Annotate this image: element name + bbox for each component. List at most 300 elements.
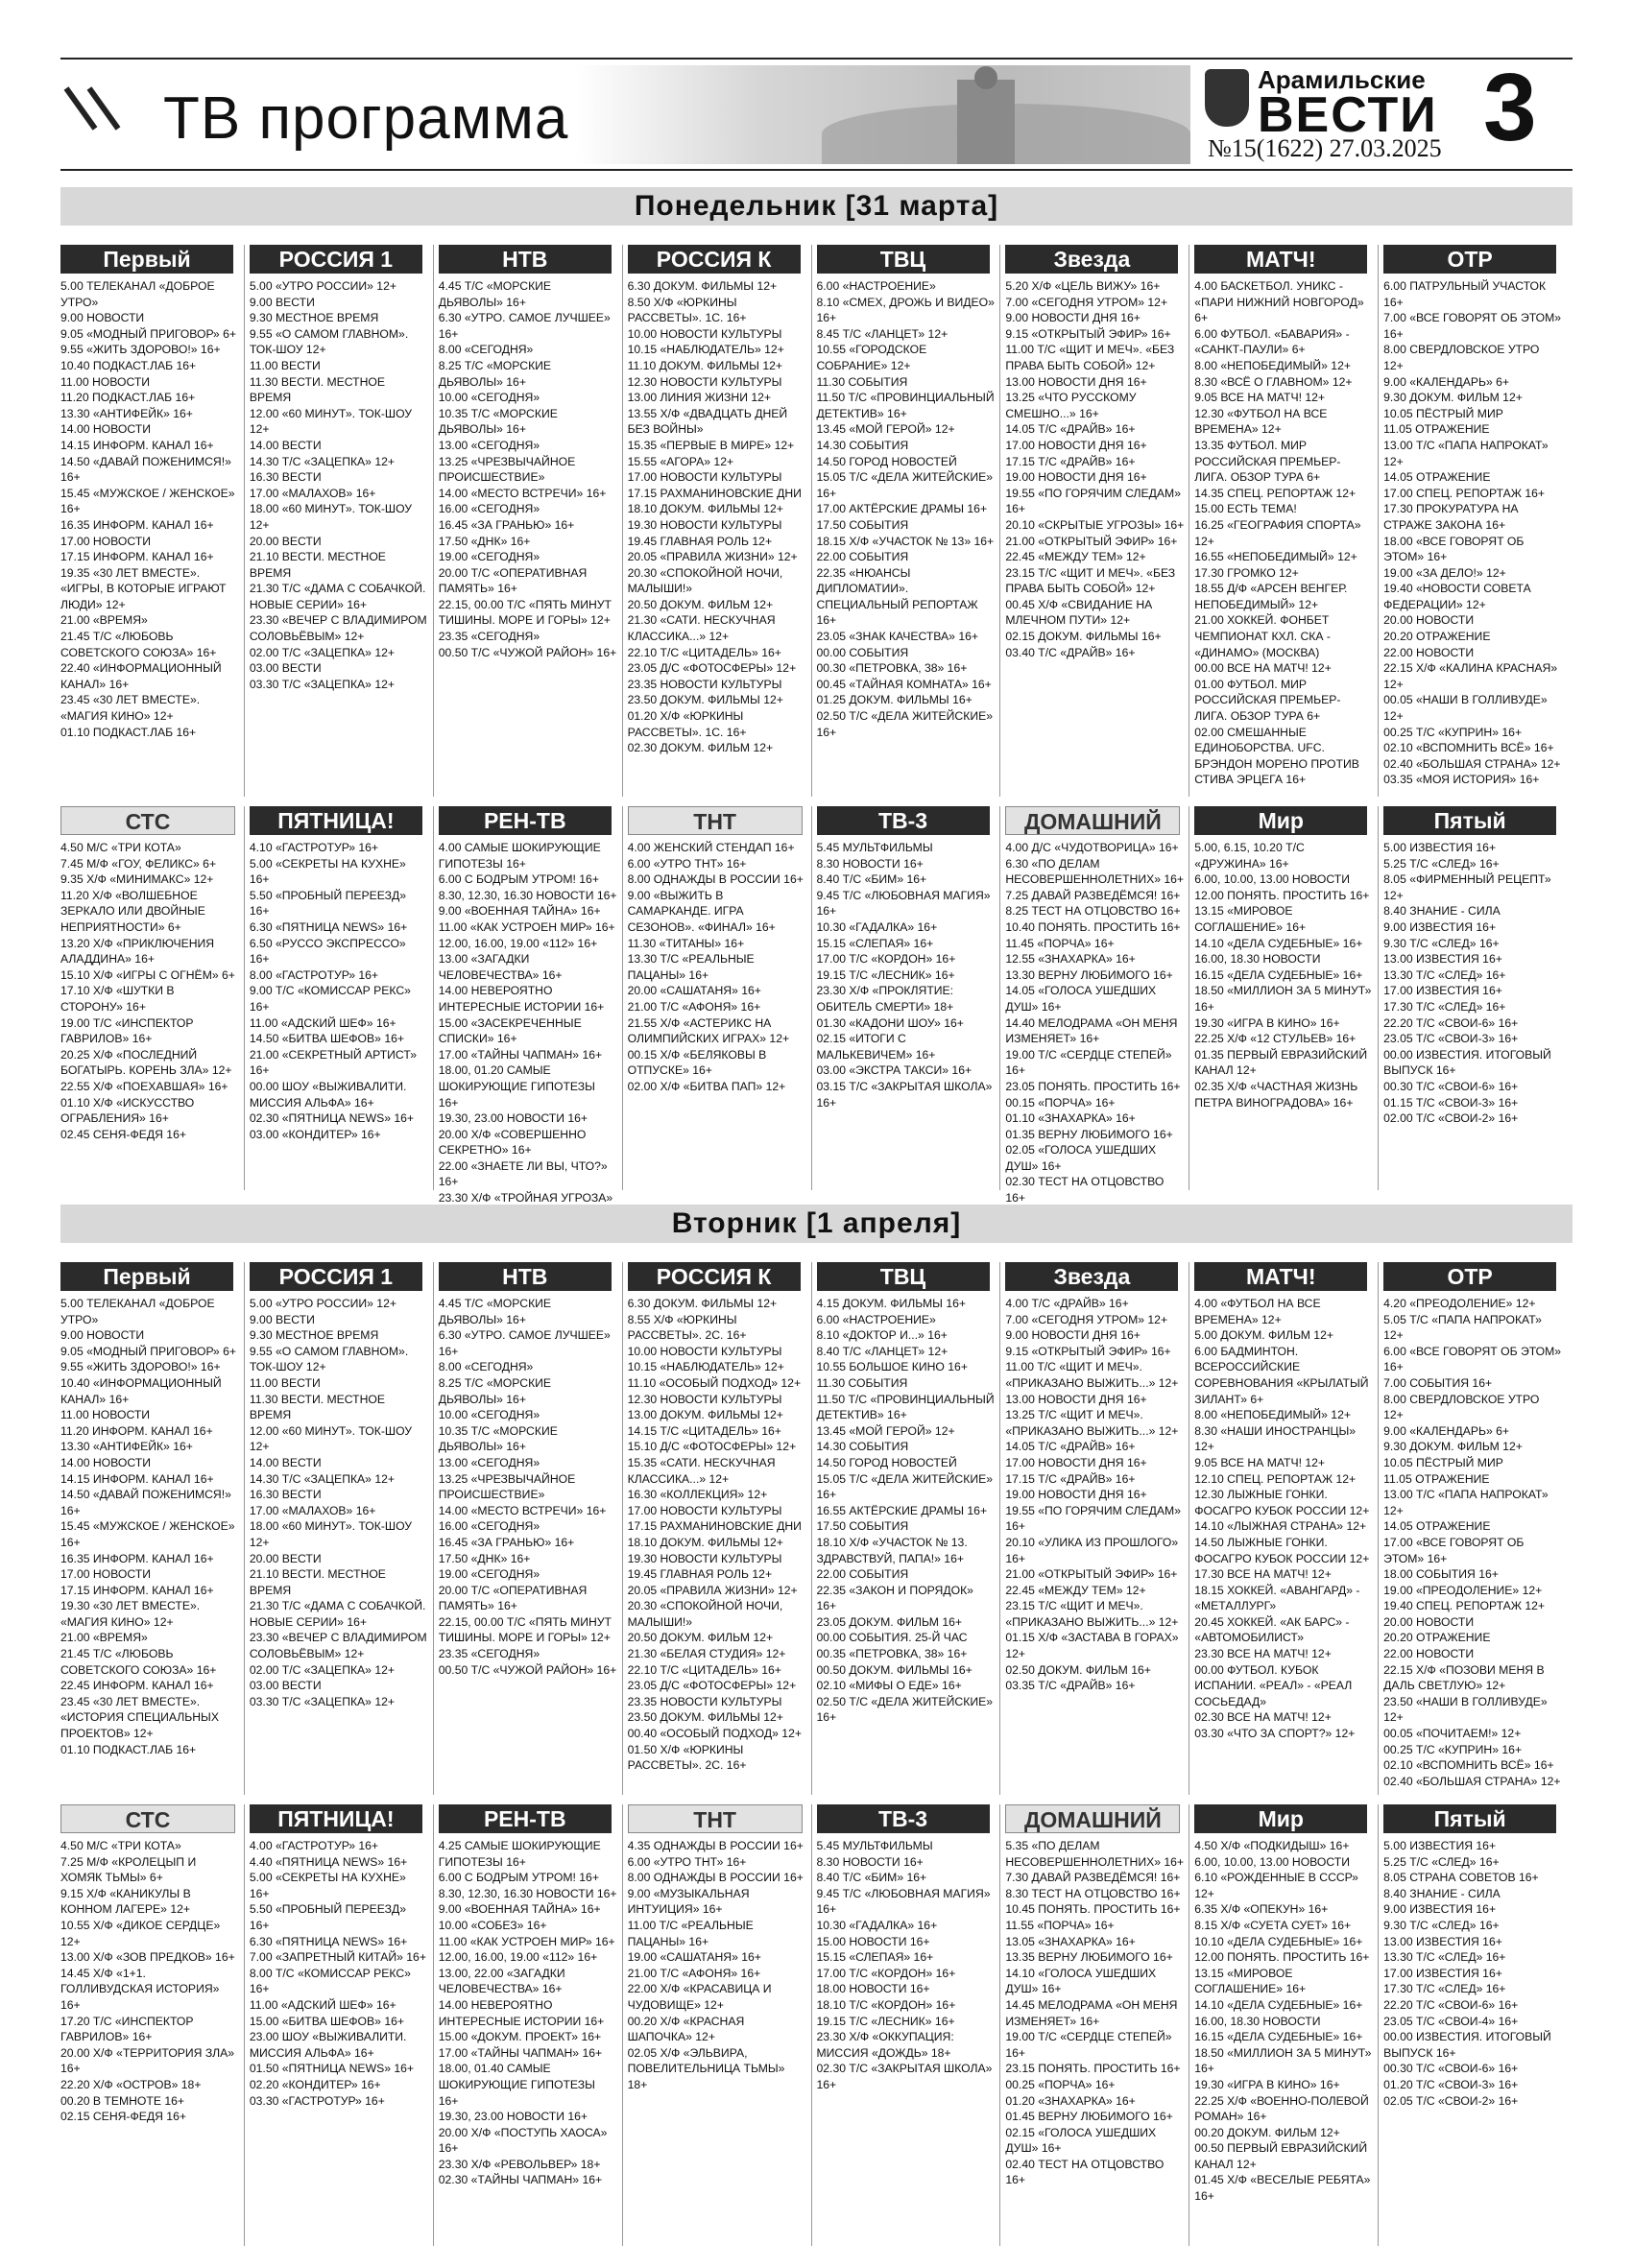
program-entry: 22.35 «НЮАНСЫ ДИПЛОМАТИИ». СПЕЦИАЛЬНЫЙ РЕПОРТАЖ 16+	[816, 565, 978, 628]
program-entry: 02.30 ТЕСТ НА ОТЦОВСТВО 16+	[1005, 1175, 1165, 1206]
program-entry: 16.15 «ДЕЛА СУДЕБНЫЕ» 16+	[1194, 2030, 1363, 2044]
program-entry: 23.30 Х/Ф «РЕВОЛЬВЕР» 18+	[438, 2157, 601, 2171]
program-entry: 03.00 ВЕСТИ	[249, 1679, 322, 1693]
program-entry: 12.30 «ФУТБОЛ НА ВСЕ ВРЕМЕНА» 12+	[1194, 406, 1328, 437]
program-entry: 23.30 ВСЕ НА МАТЧ! 12+	[1194, 1647, 1332, 1661]
column-divider	[433, 245, 434, 797]
channel-column	[1005, 806, 1185, 1206]
program-entry: 6.00 С БОДРЫМ УТРОМ! 16+	[438, 1871, 599, 1885]
program-entry: 5.50 «ПРОБНЫЙ ПЕРЕЕЗД» 16+	[249, 1902, 406, 1932]
program-entry: 21.00 «ВРЕМЯ»	[60, 613, 148, 628]
schedule-grid-monday-a	[60, 245, 1573, 797]
program-entry: 16.00, 18.30 НОВОСТИ	[1194, 952, 1321, 967]
day-header-tuesday: Вторник [1 апреля]	[60, 1205, 1573, 1243]
program-list	[1194, 840, 1373, 1110]
program-entry: 00.45 «ТАЙНАЯ КОМНАТА» 16+	[816, 677, 992, 691]
program-entry: 9.00 ИЗВЕСТИЯ 16+	[1383, 1902, 1497, 1917]
program-entry: 9.00 «КАЛЕНДАРЬ» 6+	[1383, 374, 1510, 389]
program-entry: 22.00 НОВОСТИ	[1383, 1647, 1475, 1661]
channel-column	[1194, 1262, 1373, 1795]
program-entry: 8.10 «СМЕХ, ДРОЖЬ И ВИДЕО» 16+	[816, 295, 995, 325]
program-list	[439, 840, 617, 1238]
program-entry: 14.10 «ЛЫЖНАЯ СТРАНА» 12+	[1194, 1519, 1367, 1534]
program-entry: 12.00 ПОНЯТЬ. ПРОСТИТЬ 16+	[1194, 888, 1370, 902]
channel-logo	[1383, 1804, 1556, 1833]
header-photo	[576, 65, 1190, 164]
program-entry: 8.40 Т/С «БИМ» 16+	[816, 872, 927, 887]
program-entry: 21.00 «ОТКРЫТЫЙ ЭФИР» 16+	[1005, 1567, 1178, 1582]
program-entry: 01.25 ДОКУМ. ФИЛЬМЫ 16+	[816, 693, 973, 707]
program-entry: 21.00 «СЕКРЕТНЫЙ АРТИСТ» 16+	[249, 1047, 418, 1078]
program-entry: 20.00 Т/С «ОПЕРАТИВНАЯ ПАМЯТЬ» 16+	[438, 1583, 588, 1613]
program-entry: 16.45 «ЗА ГРАНЬЮ» 16+	[438, 517, 575, 532]
program-entry: 14.50 «БИТВА ШЕФОВ» 16+	[249, 1032, 404, 1046]
program-entry: 02.30 «ПЯТНИЦА NEWS» 16+	[249, 1111, 415, 1126]
program-entry: 22.10 Т/С «ЦИТАДЕЛЬ» 16+	[627, 645, 781, 659]
program-entry: 23.05 Д/С «ФОТОСФЕРЫ» 12+	[627, 661, 797, 676]
program-entry: 11.00 ВЕСТИ	[249, 1375, 321, 1390]
channel-column	[1194, 1804, 1373, 2246]
column-divider	[433, 1804, 434, 2246]
program-entry: 10.55 «ГОРОДСКОЕ СОБРАНИЕ» 12+	[816, 343, 927, 372]
program-entry: 19.30 «ИГРА В КИНО» 16+	[1194, 1015, 1340, 1030]
program-entry: 13.45 «МОЙ ГЕРОЙ» 12+	[816, 1423, 955, 1438]
program-entry: 13.55 Х/Ф «ДВАДЦАТЬ ДНЕЙ БЕЗ ВОЙНЫ»	[627, 406, 788, 437]
program-entry: 20.05 «ПРАВИЛА ЖИЗНИ» 12+	[627, 1583, 798, 1597]
program-entry: 10.00 «СЕГОДНЯ»	[438, 391, 540, 405]
program-entry: 14.10 «ГОЛОСА УШЕДШИХ ДУШ» 16+	[1005, 1966, 1157, 1996]
column-divider	[622, 806, 623, 1190]
channel-logo	[250, 806, 422, 835]
program-entry: 18.15 Х/Ф «УЧАСТОК № 13» 16+	[816, 534, 995, 548]
slashes-icon	[62, 86, 124, 131]
program-entry: 13.25 Т/С «ЩИТ И МЕЧ». «ПРИКАЗАНО ВЫЖИТЬ...» 12+	[1005, 1408, 1179, 1438]
channel-column	[250, 806, 428, 1190]
column-divider	[244, 245, 245, 797]
program-list	[250, 840, 428, 1142]
program-entry: 17.50 СОБЫТИЯ	[816, 517, 909, 532]
program-entry: 9.35 Х/Ф «МИНИМАКС» 12+	[60, 872, 214, 887]
program-entry: 22.15 Х/Ф «КАЛИНА КРАСНАЯ» 12+	[1383, 661, 1558, 691]
program-entry: 20.30 «СПОКОЙНОЙ НОЧИ, МАЛЫШИ!»	[627, 565, 783, 596]
program-entry: 6.00 С БОДРЫМ УТРОМ! 16+	[438, 872, 599, 887]
program-entry: 19.00 «ЗА ДЕЛО!» 12+	[1383, 565, 1506, 580]
column-divider	[433, 1262, 434, 1795]
program-entry: 11.00 «АДСКИЙ ШЕФ» 16+	[249, 1997, 396, 2012]
program-entry: 14.10 «ДЕЛА СУДЕБНЫЕ» 16+	[1194, 936, 1363, 950]
program-entry: 23.15 Т/С «ЩИТ И МЕЧ». «БЕЗ ПРАВА БЫТЬ СОБОЙ» 12+	[1005, 565, 1176, 596]
program-entry: 14.05 Т/С «ДРАЙВ» 16+	[1005, 1440, 1136, 1454]
program-entry: 14.40 МЕЛОДРАМА «ОН МЕНЯ ИЗМЕНЯЕТ» 16+	[1005, 1015, 1178, 1046]
program-entry: 6.30 «ПО ДЕЛАМ НЕСОВЕРШЕННОЛЕТНИХ» 16+	[1005, 856, 1185, 887]
channel-column	[1383, 245, 1562, 797]
program-list	[439, 278, 617, 660]
program-entry: 4.00 «ФУТБОЛ НА ВСЕ ВРЕМЕНА» 12+	[1194, 1297, 1321, 1326]
program-entry: 02.40 «БОЛЬШАЯ СТРАНА» 12+	[1383, 756, 1561, 771]
program-entry: 20.00 «САШАТАНЯ» 16+	[627, 984, 761, 998]
program-entry: 8.50 Х/Ф «ЮРКИНЫ РАССВЕТЫ». 1С. 16+	[627, 295, 747, 325]
channel-column	[1383, 806, 1562, 1190]
program-entry: 18.00, 01.20 САМЫЕ ШОКИРУЮЩИЕ ГИПОТЕЗЫ 16+	[438, 1063, 595, 1110]
program-entry: 23.35 НОВОСТИ КУЛЬТУРЫ	[627, 677, 782, 691]
program-entry: 23.45 «30 ЛЕТ ВМЕСТЕ». «МАГИЯ КИНО» 12+	[60, 693, 201, 724]
program-entry: 19.00 «СЕГОДНЯ»	[438, 550, 540, 564]
program-entry: 17.00 НОВОСТИ КУЛЬТУРЫ	[627, 470, 782, 485]
program-entry: 23.35 «СЕГОДНЯ»	[438, 1647, 540, 1661]
channel-logo	[1383, 1262, 1556, 1291]
program-entry: 8.45 Т/С «ЛАНЦЕТ» 12+	[816, 326, 949, 341]
program-entry: 6.10 «РОЖДЕННЫЕ В СССР» 12+	[1194, 1871, 1358, 1900]
program-entry: 23.45 «30 ЛЕТ ВМЕСТЕ». «ИСТОРИЯ СПЕЦИАЛЬНЫХ ПРОЕКТОВ» 12+	[60, 1694, 219, 1741]
program-entry: 4.00 «ГАСТРОТУР» 16+	[249, 1839, 379, 1852]
program-entry: 22.45 «МЕЖДУ ТЕМ» 12+	[1005, 1583, 1146, 1597]
program-entry: 03.30 Т/С «ЗАЦЕПКА» 12+	[249, 1694, 396, 1708]
program-entry: 21.30 Т/С «ДАМА С СОБАЧКОЙ. НОВЫЕ СЕРИИ» 16+	[249, 1599, 426, 1629]
program-entry: 12.00, 16.00, 19.00 «112» 16+	[438, 936, 598, 950]
program-entry: 02.40 «БОЛЬШАЯ СТРАНА» 12+	[1383, 1774, 1561, 1788]
program-entry: 19.00 Т/С «СЕРДЦЕ СТЕПЕЙ» 16+	[1005, 2030, 1172, 2060]
program-entry: 17.10 Х/Ф «ШУТКИ В СТОРОНУ» 16+	[60, 984, 175, 1014]
program-entry: 9.30 ДОКУМ. ФИЛЬМ 12+	[1383, 1440, 1523, 1454]
program-entry: 11.30 ВЕСТИ. МЕСТНОЕ ВРЕМЯ	[249, 374, 386, 405]
channel-logo	[1383, 245, 1556, 274]
program-entry: 11.20 ПОДКАСТ.ЛАБ 16+	[60, 391, 196, 405]
program-entry: 21.10 ВЕСТИ. МЕСТНОЕ ВРЕМЯ	[249, 1567, 386, 1597]
program-entry: 00.30 Т/С «СВОИ-6» 16+	[1383, 1079, 1519, 1093]
program-entry: 9.00 ИЗВЕСТИЯ 16+	[1383, 919, 1497, 934]
program-entry: 19.00 Т/С «СЕРДЦЕ СТЕПЕЙ» 16+	[1005, 1047, 1172, 1078]
program-entry: 22.45 «МЕЖДУ ТЕМ» 12+	[1005, 550, 1146, 564]
program-entry: 00.05 «ПОЧИТАЕМ!» 12+	[1383, 1727, 1522, 1741]
channel-name: ТНТ	[693, 809, 736, 834]
program-entry: 16.00 «СЕГОДНЯ»	[438, 1519, 540, 1534]
program-entry: 17.00 ИЗВЕСТИЯ 16+	[1383, 1966, 1502, 1980]
program-entry: 13.00 НОВОСТИ ДНЯ 16+	[1005, 1392, 1147, 1406]
program-entry: 8.30 «НАШИ ИНОСТРАНЦЫ» 12+	[1194, 1423, 1357, 1454]
program-entry: 11.00 ВЕСТИ	[249, 358, 321, 372]
program-entry: 8.05 «ФИРМЕННЫЙ РЕЦЕПТ» 12+	[1383, 872, 1551, 902]
program-entry: 02.20 «КОНДИТЕР» 16+	[249, 2077, 381, 2091]
program-entry: 8.25 Т/С «МОРСКИЕ ДЬЯВОЛЫ» 16+	[438, 358, 552, 389]
program-list	[1194, 1296, 1373, 1742]
program-entry: 8.25 Т/С «МОРСКИЕ ДЬЯВОЛЫ» 16+	[438, 1375, 552, 1406]
program-entry: 16.25 «ГЕОГРАФИЯ СПОРТА» 12+	[1194, 517, 1361, 548]
channel-name: РЕН-ТВ	[483, 808, 566, 833]
program-entry: 13.05 «ЗНАХАРКА» 16+	[1005, 1934, 1136, 1948]
program-entry: 20.00 ВЕСТИ	[249, 1551, 322, 1565]
program-entry: 13.00 ИЗВЕСТИЯ 16+	[1383, 1934, 1502, 1948]
program-entry: 5.45 МУЛЬТФИЛЬМЫ	[816, 841, 933, 854]
program-entry: 19.15 Т/С «ЛЕСНИК» 16+	[816, 2014, 955, 2028]
program-entry: 20.50 ДОКУМ. ФИЛЬМ 12+	[627, 1631, 774, 1645]
channel-column	[60, 1804, 239, 2246]
program-entry: 10.30 «ГАДАЛКА» 16+	[816, 919, 938, 934]
program-entry: 13.30 «АНТИФЕЙК» 16+	[60, 406, 193, 420]
program-entry: 11.00 НОВОСТИ	[60, 374, 151, 389]
program-entry: 9.00 «КАЛЕНДАРЬ» 6+	[1383, 1423, 1510, 1438]
program-entry: 01.10 ПОДКАСТ.ЛАБ 16+	[60, 1742, 197, 1756]
program-entry: 00.00 ШОУ «ВЫЖИВАЛИТИ. МИССИЯ АЛЬФА» 16+	[249, 1079, 407, 1110]
program-entry: 5.20 Х/Ф «ЦЕЛЬ ВИЖУ» 16+	[1005, 279, 1161, 293]
program-entry: 9.00 «МУЗЫКАЛЬНАЯ ИНТУИЦИЯ» 16+	[627, 1886, 750, 1917]
program-entry: 03.30 Т/С «ЗАЦЕПКА» 12+	[249, 677, 396, 691]
channel-column	[60, 245, 239, 797]
channel-logo	[250, 245, 422, 274]
program-entry: 10.30 «ГАДАЛКА» 16+	[816, 1918, 938, 1932]
program-entry: 8.10 «ДОКТОР И...» 16+	[816, 1328, 948, 1343]
program-entry: 6.00 «НАСТРОЕНИЕ»	[816, 1312, 936, 1326]
program-entry: 11.05 ОТРАЖЕНИЕ	[1383, 422, 1490, 437]
program-entry: 13.00 Х/Ф «ЗОВ ПРЕДКОВ» 16+	[60, 1950, 235, 1965]
program-entry: 02.50 Т/С «ДЕЛА ЖИТЕЙСКИЕ» 16+	[816, 1694, 993, 1725]
program-entry: 02.00 Т/С «ЗАЦЕПКА» 12+	[249, 645, 396, 659]
program-entry: 19.55 «ПО ГОРЯЧИМ СЛЕДАМ» 16+	[1005, 1503, 1181, 1534]
program-entry: 9.45 Т/С «ЛЮБОВНАЯ МАГИЯ» 16+	[816, 1886, 991, 1917]
schedule-grid-tuesday-b	[60, 1804, 1573, 2246]
program-entry: 00.50 ПЕРВЫЙ ЕВРАЗИЙСКИЙ КАНАЛ 12+	[1194, 2141, 1368, 2171]
program-list	[1383, 278, 1562, 788]
program-entry: 16.45 «ЗА ГРАНЬЮ» 16+	[438, 1535, 575, 1549]
channel-logo	[439, 1262, 612, 1291]
program-entry: 15.55 «АГОРА» 12+	[627, 454, 734, 468]
channel-logo	[1005, 1262, 1178, 1291]
channel-column	[1005, 1262, 1184, 1795]
program-entry: 4.00 САМЫЕ ШОКИРУЮЩИЕ ГИПОТЕЗЫ 16+	[438, 841, 601, 871]
program-list	[1005, 1296, 1184, 1694]
program-entry: 7.00 «СЕГОДНЯ УТРОМ» 12+	[1005, 295, 1168, 309]
program-entry: 4.00 Д/С «ЧУДОТВОРИЦА» 16+	[1005, 841, 1179, 854]
program-entry: 9.00 НОВОСТИ	[60, 311, 145, 325]
channel-name: ДОМАШНИЙ	[1023, 809, 1162, 834]
program-entry: 23.30 Х/Ф «ПРОКЛЯТИЕ: ОБИТЕЛЬ СМЕРТИ» 18+	[816, 984, 954, 1014]
program-entry: 15.10 Д/С «ФОТОСФЕРЫ» 12+	[627, 1440, 797, 1454]
program-entry: 17.15 ИНФОРМ. КАНАЛ 16+	[60, 550, 214, 564]
program-entry: 7.00 СОБЫТИЯ 16+	[1383, 1375, 1493, 1390]
program-entry: 21.45 Т/С «ЛЮБОВЬ СОВЕТСКОГО СОЮЗА» 16+	[60, 630, 217, 659]
program-entry: 15.00 «ДОКУМ. ПРОЕКТ» 16+	[438, 2030, 602, 2044]
program-entry: 14.00 НЕВЕРОЯТНО ИНТЕРЕСНЫЕ ИСТОРИИ 16+	[438, 1997, 605, 2028]
column-divider	[244, 1262, 245, 1795]
program-list	[60, 278, 239, 740]
program-entry: 11.50 Т/С «ПРОВИНЦИАЛЬНЫЙ ДЕТЕКТИВ» 16+	[816, 1392, 995, 1422]
program-entry: 4.10 «ГАСТРОТУР» 16+	[249, 841, 379, 854]
program-entry: 10.40 «ИНФОРМАЦИОННЫЙ КАНАЛ» 16+	[60, 1375, 222, 1406]
program-entry: 11.00 НОВОСТИ	[60, 1408, 151, 1422]
program-list	[1005, 1838, 1184, 2188]
channel-name: ТВ-3	[877, 1806, 928, 1831]
column-divider	[999, 1262, 1000, 1795]
program-entry: 7.00 «ЗАПРЕТНЫЙ КИТАЙ» 16+	[249, 1950, 426, 1965]
program-entry: 17.00 НОВОСТИ ДНЯ 16+	[1005, 1455, 1147, 1469]
channel-logo	[60, 1804, 235, 1833]
program-entry: 21.00 ХОККЕЙ. ФОНБЕТ ЧЕМПИОНАТ КХЛ. СКА - «ДИНАМО» (МОСКВА)	[1194, 613, 1331, 659]
program-entry: 21.00 Т/С «АФОНЯ» 16+	[627, 1966, 761, 1980]
program-entry: 13.00 «СЕГОДНЯ»	[438, 438, 540, 452]
program-entry: 02.00 Х/Ф «БИТВА ПАП» 12+	[627, 1079, 786, 1093]
program-entry: 20.30 «СПОКОЙНОЙ НОЧИ, МАЛЫШИ!»	[627, 1599, 783, 1629]
program-entry: 13.15 «МИРОВОЕ СОГЛАШЕНИЕ» 16+	[1194, 904, 1307, 934]
program-entry: 01.10 «ЗНАХАРКА» 16+	[1005, 1111, 1136, 1126]
program-entry: 14.00 «МЕСТО ВСТРЕЧИ» 16+	[438, 486, 607, 500]
program-entry: 22.40 «ИНФОРМАЦИОННЫЙ КАНАЛ» 16+	[60, 661, 222, 691]
program-entry: 01.50 Х/Ф «ЮРКИНЫ РАССВЕТЫ». 2С. 16+	[627, 1742, 747, 1773]
channel-logo	[817, 806, 990, 835]
program-entry: 00.00 ИЗВЕСТИЯ. ИТОГОВЫЙ ВЫПУСК 16+	[1383, 1047, 1551, 1078]
program-entry: 21.00 «ОТКРЫТЫЙ ЭФИР» 16+	[1005, 534, 1178, 548]
channel-column	[439, 1262, 617, 1795]
program-entry: 7.00 «ВСЕ ГОВОРЯТ ОБ ЭТОМ» 16+	[1383, 311, 1562, 341]
program-entry: 19.00 «САШАТАНЯ» 16+	[627, 1950, 761, 1965]
program-entry: 10.40 ПОНЯТЬ. ПРОСТИТЬ 16+	[1005, 919, 1181, 934]
program-entry: 5.50 «ПРОБНЫЙ ПЕРЕЕЗД» 16+	[249, 888, 406, 919]
channel-name: СТС	[125, 1807, 171, 1832]
program-entry: 00.00 ВСЕ НА МАТЧ! 12+	[1194, 661, 1332, 676]
program-entry: 18.00 НОВОСТИ 16+	[816, 1982, 930, 1996]
program-entry: 18.50 «МИЛЛИОН ЗА 5 МИНУТ» 16+	[1194, 2045, 1372, 2076]
program-entry: 4.50 Х/Ф «ПОДКИДЫШ» 16+	[1194, 1839, 1350, 1852]
program-entry: 14.00 ВЕСТИ	[249, 438, 322, 452]
program-entry: 6.35 Х/Ф «ОПЕКУН» 16+	[1194, 1902, 1329, 1917]
channel-name: Первый	[103, 1264, 191, 1289]
program-entry: 17.00 «ТАЙНЫ ЧАПМАН» 16+	[438, 2045, 603, 2060]
column-divider	[1378, 806, 1379, 1190]
program-entry: 12.00 ПОНЯТЬ. ПРОСТИТЬ 16+	[1194, 1950, 1370, 1965]
program-entry: 4.00 Т/С «ДРАЙВ» 16+	[1005, 1297, 1129, 1310]
program-entry: 17.30 ПРОКУРАТУРА НА СТРАЖЕ ЗАКОНА 16+	[1383, 502, 1519, 532]
channel-column	[250, 245, 428, 797]
program-entry: 8.30 ТЕСТ НА ОТЦОВСТВО 16+	[1005, 1886, 1181, 1900]
program-entry: 00.25 Т/С «КУПРИН» 16+	[1383, 725, 1523, 739]
program-entry: 13.30 ВЕРНУ ЛЮБИМОГО 16+	[1005, 967, 1173, 982]
program-entry: 13.35 ФУТБОЛ. МИР РОССИЙСКАЯ ПРЕМЬЕР-ЛИГА. ОБЗОР ТУРА 6+	[1194, 438, 1341, 485]
channel-logo	[628, 806, 803, 835]
program-entry: 13.00 ИЗВЕСТИЯ 16+	[1383, 952, 1502, 967]
program-entry: 22.45 ИНФОРМ. КАНАЛ 16+	[60, 1679, 214, 1693]
header-rule-top	[60, 58, 1573, 60]
program-entry: 16.35 ИНФОРМ. КАНАЛ 16+	[60, 517, 214, 532]
program-entry: 13.35 ВЕРНУ ЛЮБИМОГО 16+	[1005, 1950, 1173, 1965]
channel-logo	[817, 1262, 990, 1291]
program-entry: 14.00 ВЕСТИ	[249, 1455, 322, 1469]
program-entry: 01.30 «КАДОНИ ШОУ» 16+	[816, 1015, 964, 1030]
channel-logo	[1005, 245, 1178, 274]
program-entry: 23.30 «ВЕЧЕР С ВЛАДИМИРОМ СОЛОВЬЁВЫМ» 12+	[249, 1631, 427, 1661]
channel-name: Пятый	[1433, 1806, 1506, 1831]
column-divider	[811, 245, 812, 797]
program-entry: 20.00 НОВОСТИ	[1383, 1614, 1475, 1629]
program-entry: 16.00 «СЕГОДНЯ»	[438, 502, 540, 516]
program-entry: 03.35 «МОЯ ИСТОРИЯ» 16+	[1383, 773, 1540, 787]
column-divider	[811, 1262, 812, 1795]
program-entry: 13.00 НОВОСТИ ДНЯ 16+	[1005, 374, 1147, 389]
program-entry: 8.00 «СЕГОДНЯ»	[438, 343, 534, 357]
program-entry: 18.15 ХОККЕЙ. «АВАНГАРД» - «МЕТАЛЛУРГ»	[1194, 1583, 1360, 1613]
program-entry: 6.00 «УТРО ТНТ» 16+	[627, 1854, 747, 1869]
program-entry: 20.00 ВЕСТИ	[249, 534, 322, 548]
program-entry: 20.00 Х/Ф «СОВЕРШЕННО СЕКРЕТНО» 16+	[438, 1127, 587, 1158]
program-entry: 9.30 Т/С «СЛЕД» 16+	[1383, 936, 1500, 950]
schedule-grid-tuesday-a	[60, 1262, 1573, 1795]
program-entry: 4.35 ОДНАЖДЫ В РОССИИ 16+	[627, 1839, 804, 1852]
program-entry: 02.45 СЕНЯ-ФЕДЯ 16+	[60, 1127, 186, 1141]
program-entry: 13.00, 22.00 «ЗАГАДКИ ЧЕЛОВЕЧЕСТВА» 16+	[438, 1966, 565, 1996]
program-list	[1383, 1296, 1562, 1789]
channel-column	[1194, 245, 1373, 797]
program-entry: 10.55 БОЛЬШОЕ КИНО 16+	[816, 1360, 968, 1374]
program-entry: 23.15 Т/С «ЩИТ И МЕЧ». «ПРИКАЗАНО ВЫЖИТЬ...» 12+	[1005, 1599, 1179, 1629]
channel-logo	[1194, 1804, 1367, 1833]
program-list	[628, 840, 806, 1095]
program-entry: 12.30 ЛЫЖНЫЕ ГОНКИ. ФОСАГРО КУБОК РОССИИ 12+	[1194, 1488, 1370, 1517]
program-entry: 6.30 ДОКУМ. ФИЛЬМЫ 12+	[627, 1297, 778, 1310]
program-entry: 16.00, 18.30 НОВОСТИ	[1194, 2014, 1321, 2028]
program-entry: 9.15 «ОТКРЫТЫЙ ЭФИР» 16+	[1005, 326, 1171, 341]
program-entry: 9.55 «О САМОМ ГЛАВНОМ». ТОК-ШОУ 12+	[249, 326, 409, 357]
program-entry: 00.20 ДОКУМ. ФИЛЬМ 12+	[1194, 2125, 1340, 2139]
channel-name: ТВЦ	[879, 1264, 926, 1289]
program-entry: 15.00 НОВОСТИ 16+	[816, 1934, 930, 1948]
program-entry: 20.20 ОТРАЖЕНИЕ	[1383, 630, 1491, 644]
channel-name: ТВ-3	[877, 808, 928, 833]
program-list	[817, 1838, 996, 2093]
channel-logo	[439, 806, 612, 835]
program-entry: 21.10 ВЕСТИ. МЕСТНОЕ ВРЕМЯ	[249, 550, 386, 580]
channel-logo	[817, 1804, 990, 1833]
program-entry: 6.30 «ПЯТНИЦА NEWS» 16+	[249, 919, 408, 934]
program-entry: 13.30 «АНТИФЕЙК» 16+	[60, 1440, 193, 1454]
program-entry: 23.30 Х/Ф «ОККУПАЦИЯ: МИССИЯ «ДОЖДЬ» 18+	[816, 2030, 954, 2060]
channel-name: Первый	[103, 247, 191, 272]
column-divider	[622, 245, 623, 797]
program-entry: 14.05 ОТРАЖЕНИЕ	[1383, 1519, 1491, 1534]
program-entry: 4.25 САМЫЕ ШОКИРУЮЩИЕ ГИПОТЕЗЫ 16+	[438, 1839, 601, 1869]
program-entry: 20.05 «ПРАВИЛА ЖИЗНИ» 12+	[627, 550, 798, 564]
program-list	[60, 840, 239, 1142]
program-entry: 13.00 «ЗАГАДКИ ЧЕЛОВЕЧЕСТВА» 16+	[438, 952, 563, 982]
program-entry: 11.10 ДОКУМ. ФИЛЬМЫ 12+	[627, 358, 782, 372]
program-entry: 14.50 ГОРОД НОВОСТЕЙ	[816, 454, 957, 468]
program-entry: 22.20 Т/С «СВОИ-6» 16+	[1383, 1997, 1519, 2012]
program-entry: 23.05 ПОНЯТЬ. ПРОСТИТЬ 16+	[1005, 1079, 1181, 1093]
program-entry: 8.40 Т/С «БИМ» 16+	[816, 1871, 927, 1885]
program-entry: 23.15 ПОНЯТЬ. ПРОСТИТЬ 16+	[1005, 2062, 1181, 2076]
program-list	[1005, 840, 1184, 1206]
program-entry: 10.05 ПЁСТРЫЙ МИР	[1383, 406, 1503, 420]
program-entry: 17.30 Т/С «СЛЕД» 16+	[1383, 1982, 1506, 1996]
program-entry: 21.00 Т/С «АФОНЯ» 16+	[627, 999, 761, 1014]
program-entry: 02.00 СМЕШАННЫЕ ЕДИНОБОРСТВА. UFC. БРЭНДОН МОРЕНО ПРОТИВ СТИВА ЭРЦЕГА 16+	[1194, 725, 1359, 787]
program-entry: 23.05 ДОКУМ. ФИЛЬМ 16+	[816, 1614, 962, 1629]
program-entry: 01.20 Т/С «СВОИ-3» 16+	[1383, 2077, 1519, 2091]
program-entry: 18.10 ДОКУМ. ФИЛЬМЫ 12+	[627, 1535, 783, 1549]
channel-logo	[60, 1262, 233, 1291]
program-entry: 16.15 «ДЕЛА СУДЕБНЫЕ» 16+	[1194, 967, 1363, 982]
program-list	[60, 1296, 239, 1757]
program-list	[817, 1296, 996, 1726]
program-entry: 22.20 Х/Ф «ОСТРОВ» 18+	[60, 2077, 202, 2091]
program-entry: 6.00 ПАТРУЛЬНЫЙ УЧАСТОК 16+	[1383, 279, 1547, 309]
program-entry: 23.00 ШОУ «ВЫЖИВАЛИТИ. МИССИЯ АЛЬФА» 16+	[249, 2030, 407, 2060]
program-entry: 20.00 Т/С «ОПЕРАТИВНАЯ ПАМЯТЬ» 16+	[438, 565, 588, 596]
program-entry: 14.45 МЕЛОДРАМА «ОН МЕНЯ ИЗМЕНЯЕТ» 16+	[1005, 1997, 1178, 2028]
program-entry: 13.20 Х/Ф «ПРИКЛЮЧЕНИЯ АЛАДДИНА» 16+	[60, 936, 215, 967]
channel-name: ДОМАШНИЙ	[1023, 1807, 1162, 1832]
program-entry: 22.10 Т/С «ЦИТАДЕЛЬ» 16+	[627, 1662, 781, 1677]
program-entry: 02.15 СЕНЯ-ФЕДЯ 16+	[60, 2110, 186, 2124]
program-entry: 00.45 Х/Ф «СВИДАНИЕ НА МЛЕЧНОМ ПУТИ» 12+	[1005, 597, 1153, 628]
program-entry: 20.00 Х/Ф «ТЕРРИТОРИЯ ЗЛА» 16+	[60, 2045, 235, 2076]
channel-name: МАТЧ!	[1246, 247, 1316, 272]
